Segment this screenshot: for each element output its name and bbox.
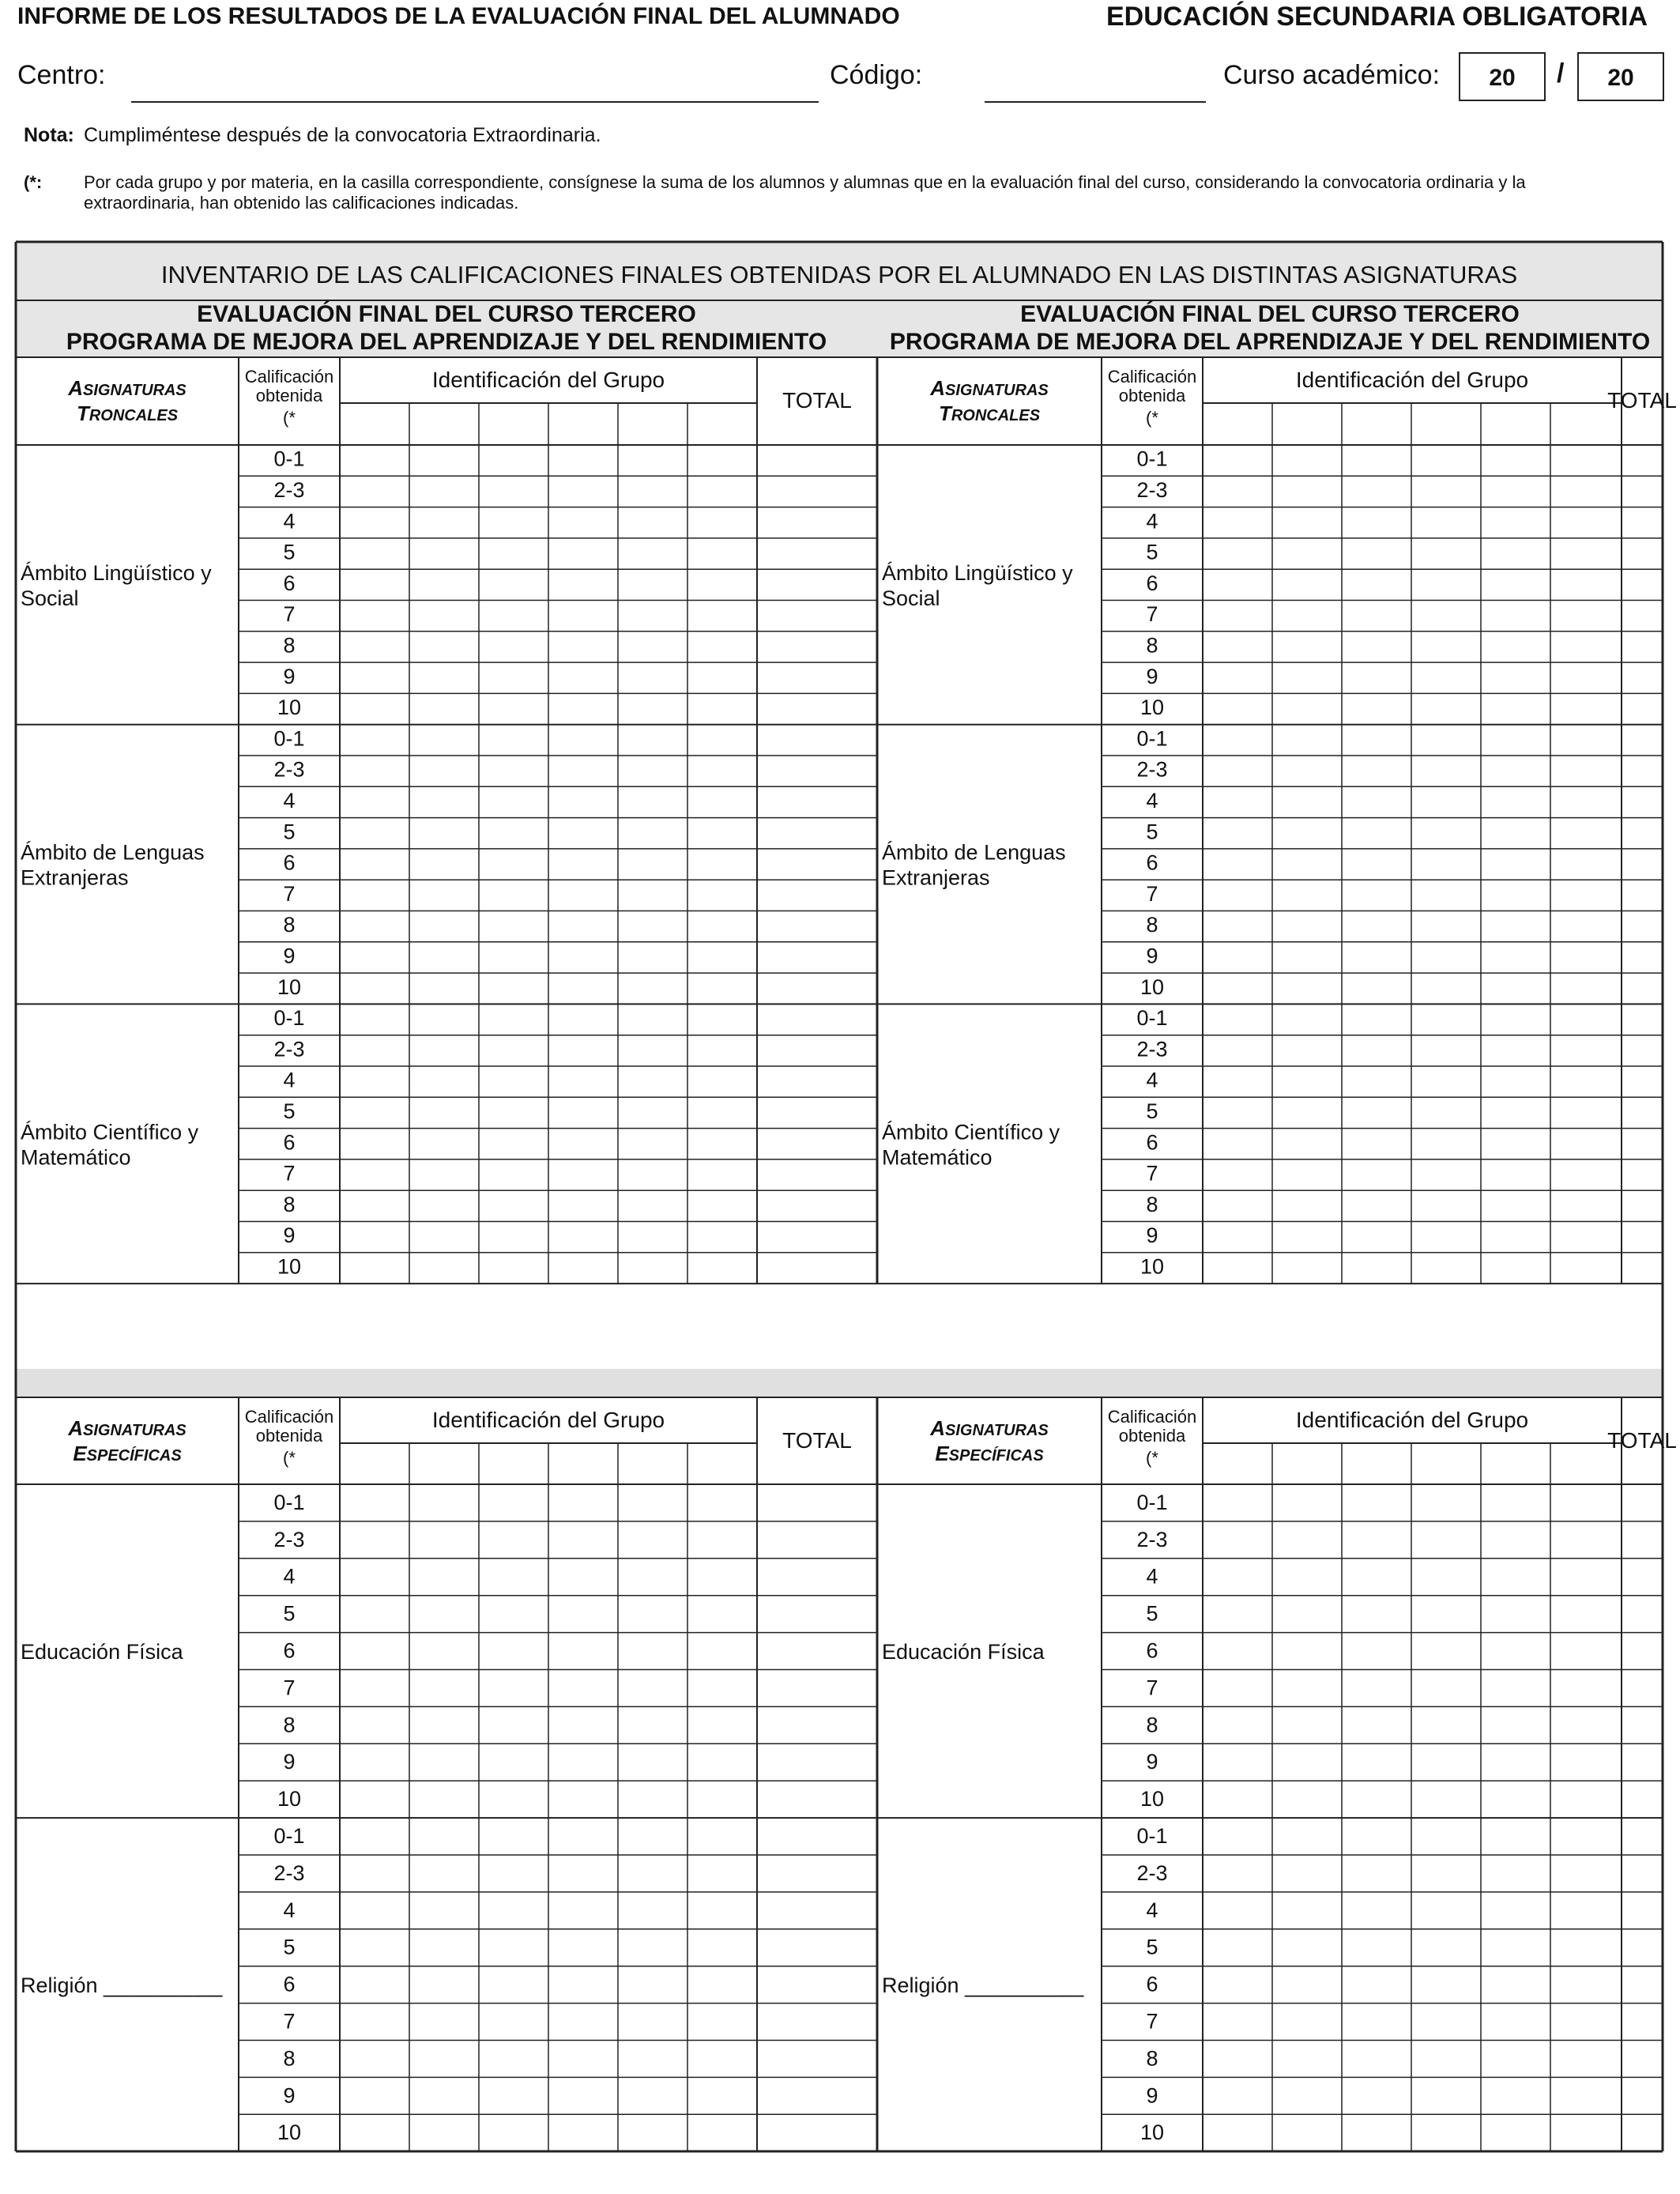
panel-title-line2: PROGRAMA DE MEJORA DEL APRENDIZAJE Y DEL RENDIMIENTO <box>889 329 1651 355</box>
grade-label: 0-1 <box>1136 1823 1168 1848</box>
grade-label: 9 <box>1146 944 1158 968</box>
calificacion-header: Calificación <box>1107 367 1197 386</box>
section-header-line2: TRONCALES <box>938 401 1041 425</box>
table-main-title: INVENTARIO DE LAS CALIFICACIONES FINALES OBTENIDAS POR EL ALUMNADO EN LAS DISTINTAS ASIGNATURAS <box>160 261 1518 288</box>
total-header: TOTAL <box>1607 1428 1677 1453</box>
subject-name-line1: Ámbito de Lenguas <box>21 840 205 865</box>
obtenida-header: obtenida <box>1118 386 1186 405</box>
grade-label: 9 <box>283 1750 296 1774</box>
grade-label: 4 <box>283 509 296 533</box>
grade-label: 5 <box>1146 1099 1158 1124</box>
year-separator: / <box>1557 58 1565 89</box>
grade-label: 2-3 <box>273 1860 305 1885</box>
curso-label: Curso académico: <box>1223 60 1441 90</box>
grade-label: 7 <box>1146 1161 1158 1186</box>
grade-label: 2-3 <box>1136 757 1168 782</box>
section-header-line2: TRONCALES <box>76 401 179 425</box>
report-title: INFORME DE LOS RESULTADOS DE LA EVALUACIÓN FINAL DEL ALUMNADO <box>17 3 900 29</box>
group-identification-header: Identificación del Grupo <box>431 1408 665 1432</box>
total-header: TOTAL <box>782 1428 852 1453</box>
panel-title-line1: EVALUACIÓN FINAL DEL CURSO TERCERO <box>197 301 696 327</box>
subject-name-line1: Ámbito Lingüístico y <box>882 560 1073 585</box>
grade-label: 0-1 <box>1136 1006 1168 1031</box>
grade-label: 5 <box>283 540 296 564</box>
obtenida-header: obtenida <box>255 1426 323 1446</box>
grade-label: 9 <box>1146 1223 1158 1248</box>
grade-label: 10 <box>277 2120 302 2145</box>
grade-label: 10 <box>1139 696 1165 720</box>
grade-label: 5 <box>1146 820 1158 844</box>
total-header: TOTAL <box>1607 388 1677 413</box>
grade-label: 4 <box>1146 1564 1158 1589</box>
grade-label: 8 <box>1146 633 1158 658</box>
grade-label: 5 <box>283 820 296 844</box>
grade-label: 10 <box>277 1787 302 1811</box>
grade-label: 8 <box>1146 1192 1158 1216</box>
obtenida-header: obtenida <box>255 386 323 405</box>
grade-label: 4 <box>283 1898 296 1922</box>
subject-name: Educación Física <box>882 1640 1045 1664</box>
grade-label: 10 <box>1139 1254 1165 1279</box>
grade-label: 8 <box>1146 1713 1158 1737</box>
grade-label: 7 <box>283 2009 296 2034</box>
grade-label: 5 <box>283 1935 296 1959</box>
section-header-line1: ASIGNATURAS <box>68 1416 186 1440</box>
grade-label: 7 <box>1146 2009 1158 2034</box>
grade-label: 9 <box>283 1223 296 1248</box>
grade-label: 9 <box>1146 664 1158 688</box>
year-end-field[interactable]: 20 <box>1577 52 1664 101</box>
grade-label: 8 <box>1146 2046 1158 2071</box>
grade-label: 6 <box>283 1638 296 1663</box>
subject-name-line2: Matemático <box>21 1145 131 1170</box>
grade-label: 9 <box>283 2083 296 2108</box>
section-header-line1: ASIGNATURAS <box>68 376 186 400</box>
nota-label: Nota: <box>24 124 74 146</box>
asterisk-header: (* <box>1146 1448 1158 1468</box>
grade-label: 4 <box>1146 1068 1158 1092</box>
calificacion-header: Calificación <box>1107 1407 1197 1427</box>
subject-name-line2: Extranjeras <box>882 865 990 890</box>
subject-name-line2: Social <box>882 586 940 610</box>
grade-label: 2-3 <box>1136 1860 1168 1885</box>
grade-label: 8 <box>283 2046 296 2071</box>
grade-label: 7 <box>1146 602 1158 627</box>
group-identification-header: Identificación del Grupo <box>1295 368 1529 392</box>
grade-label: 7 <box>1146 881 1158 906</box>
grade-label: 8 <box>283 1192 296 1216</box>
grade-label: 4 <box>1146 789 1158 813</box>
section-header-line2: ESPECÍFICAS <box>73 1442 182 1465</box>
calificacion-header: Calificación <box>244 367 334 386</box>
grade-label: 4 <box>1146 1898 1158 1922</box>
grade-label: 8 <box>283 1713 296 1737</box>
grade-label: 0-1 <box>273 1006 305 1031</box>
grade-label: 4 <box>283 1564 296 1589</box>
grade-label: 6 <box>283 1972 296 1996</box>
grade-label: 6 <box>1146 850 1158 875</box>
grade-label: 2-3 <box>273 1037 305 1061</box>
grade-label: 10 <box>277 696 302 720</box>
grade-label: 10 <box>1139 2120 1165 2145</box>
subject-name-line1: Ámbito Científico y <box>21 1120 199 1144</box>
grade-label: 5 <box>1146 1935 1158 1959</box>
centro-label: Centro: <box>17 60 106 90</box>
grade-label: 8 <box>283 633 296 658</box>
grade-label: 5 <box>283 1099 296 1124</box>
grade-label: 0-1 <box>1136 726 1168 751</box>
asterisk-header: (* <box>1146 408 1158 428</box>
panel-title-line2: PROGRAMA DE MEJORA DEL APRENDIZAJE Y DEL RENDIMIENTO <box>66 329 827 355</box>
subject-name: Religión __________ <box>882 1973 1084 1998</box>
grade-label: 6 <box>1146 571 1158 595</box>
grade-label: 7 <box>283 1161 296 1186</box>
grade-label: 4 <box>1146 509 1158 533</box>
subject-name-line2: Social <box>21 586 79 610</box>
grade-label: 9 <box>283 664 296 688</box>
subject-name: Religión __________ <box>21 1973 223 1998</box>
grade-label: 6 <box>283 571 296 595</box>
grade-label: 0-1 <box>273 1823 305 1848</box>
grade-label: 9 <box>1146 2083 1158 2108</box>
grade-label: 4 <box>283 789 296 813</box>
stage-title: EDUCACIÓN SECUNDARIA OBLIGATORIA <box>1106 2 1648 32</box>
asterisk-header: (* <box>283 1448 296 1468</box>
grade-label: 6 <box>283 1130 296 1155</box>
obtenida-header: obtenida <box>1118 1426 1186 1446</box>
grade-label: 2-3 <box>273 1527 305 1551</box>
grade-label: 6 <box>1146 1972 1158 1996</box>
subject-name-line2: Extranjeras <box>21 865 129 890</box>
grade-label: 9 <box>1146 1750 1158 1774</box>
section-header-line1: ASIGNATURAS <box>930 1416 1049 1440</box>
grade-label: 2-3 <box>273 757 305 782</box>
group-identification-header: Identificación del Grupo <box>1295 1408 1529 1432</box>
subject-name-line2: Matemático <box>882 1145 993 1170</box>
grade-label: 10 <box>1139 974 1165 999</box>
grade-label: 5 <box>1146 540 1158 564</box>
grade-label: 10 <box>1139 1787 1165 1811</box>
grade-label: 8 <box>283 913 296 937</box>
grade-label: 2-3 <box>1136 1037 1168 1061</box>
grade-label: 0-1 <box>273 726 305 751</box>
section-header-line1: ASIGNATURAS <box>930 376 1049 400</box>
total-header: TOTAL <box>782 388 852 413</box>
grade-label: 2-3 <box>1136 478 1168 503</box>
separator-band <box>16 1369 1663 1397</box>
nota-text: Cumpliméntese después de la convocatoria Extraordinaria. <box>84 124 601 146</box>
grade-label: 10 <box>277 974 302 999</box>
grade-label: 7 <box>283 881 296 906</box>
asterisk-header: (* <box>283 408 296 428</box>
grade-label: 7 <box>283 1676 296 1700</box>
grade-label: 6 <box>1146 1638 1158 1663</box>
grade-label: 7 <box>283 602 296 627</box>
panel-title-line1: EVALUACIÓN FINAL DEL CURSO TERCERO <box>1020 301 1520 327</box>
asterisk-note-line2: extraordinaria, han obtenido las calificaciones indicadas. <box>84 193 519 213</box>
grade-label: 2-3 <box>273 478 305 503</box>
asterisk-note-line1: Por cada grupo y por materia, en la casilla correspondiente, consígnese la suma de los alumnos y alumnas que en la evaluación final del curso, considerando la convocatoria ordinaria y la <box>84 172 1526 192</box>
group-identification-header: Identificación del Grupo <box>431 368 665 392</box>
grade-label: 4 <box>283 1068 296 1092</box>
grade-label: 0-1 <box>1136 447 1168 471</box>
grade-label: 9 <box>283 944 296 968</box>
subject-name-line1: Ámbito Lingüístico y <box>21 560 212 585</box>
calificacion-header: Calificación <box>244 1407 334 1427</box>
grade-label: 0-1 <box>273 447 305 471</box>
grade-label: 0-1 <box>1136 1490 1168 1514</box>
grade-label: 6 <box>283 850 296 875</box>
grade-label: 10 <box>277 1254 302 1279</box>
grade-label: 2-3 <box>1136 1527 1168 1551</box>
subject-name-line1: Ámbito Científico y <box>882 1120 1060 1144</box>
grade-label: 0-1 <box>273 1490 305 1514</box>
grade-label: 6 <box>1146 1130 1158 1155</box>
subject-name-line1: Ámbito de Lenguas <box>882 840 1066 865</box>
grade-label: 8 <box>1146 913 1158 937</box>
asterisk-label: (*: <box>24 172 43 192</box>
codigo-label: Código: <box>830 60 923 90</box>
grade-label: 5 <box>283 1601 296 1626</box>
subject-name: Educación Física <box>21 1640 183 1664</box>
grade-label: 5 <box>1146 1601 1158 1626</box>
year-start-field[interactable]: 20 <box>1459 52 1546 101</box>
grade-label: 7 <box>1146 1676 1158 1700</box>
section-header-line2: ESPECÍFICAS <box>935 1442 1044 1465</box>
